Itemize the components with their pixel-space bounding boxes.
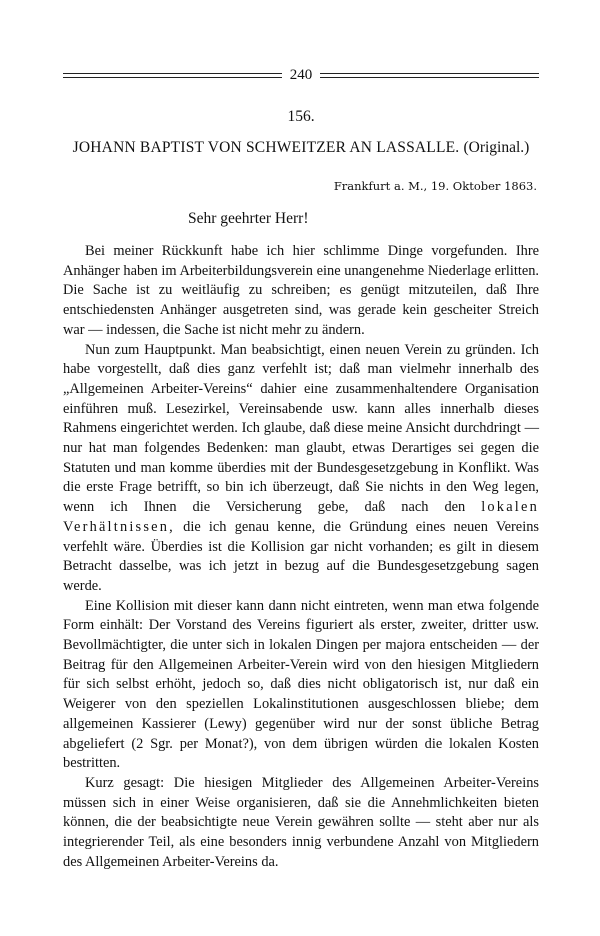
header-rule-left bbox=[63, 73, 282, 78]
document-page bbox=[63, 62, 539, 873]
dateline: Frankfurt a. M., 19. Oktober 1863. bbox=[333, 179, 537, 193]
letter-body bbox=[63, 242, 539, 873]
header-rule-right bbox=[320, 73, 539, 78]
page-header bbox=[63, 62, 539, 88]
paragraph-1: Bei meiner Rückkunft habe ich hier schlimme Dinge vorgefunden. Ihre Anhänger haben im Arbeiterbildungsverein eine unangenehme Niederlage erlitten. Die Sache ist zu weitläufig zu schreiben; es genügt mitzuteilen, daß Ihre entschiedensten Anhänger ausgetreten sind, was gerade kein gescheiter Streich war — indessen, die Sache ist nicht mehr zu ändern. bbox=[63, 243, 539, 338]
paragraph-2-part-a: Nun zum Hauptpunkt. Man beabsichtigt, einen neuen Verein zu gründen. Ich habe vorgestellt, daß dies ganz verfehlt ist; daß man vielmehr innerhalb des „Allgemeinen Arbeiter-Vereins“ dahier eine zusammenhaltendere Organisation einführen muß. Lesezirkel, Vereinsabende usw. kann alles innerhalb dieses Rahmens eingerichtet werden. Ich glaube, daß diese meine Ansicht durchdringt — nur hat man folgendes Bedenken: man glaubt, etwas Derartiges sei gegen die Statuten und man komme überdies mit der Bundesgesetzgebung in Konflikt. Was die erste Frage betrifft, so bin ich überzeugt, daß Sie nichts in den Weg legen, wenn ich Ihnen die Versicherung gebe, daß nach den bbox=[63, 341, 539, 516]
letter-title-note: (Original.) bbox=[463, 139, 530, 156]
paragraph-2-part-b: die ich genau kenne, die Gründung eines neuen Vereins verfehlt wäre. Überdies ist die Kollision gar nicht vorhanden; es gilt in diesem Betracht dasselbe, was ich jetzt in bezug auf die Bundesgesetzgebung sagen werde. bbox=[63, 518, 539, 594]
salutation: Sehr geehrter Herr! bbox=[188, 210, 309, 227]
paragraph-3: Eine Kollision mit dieser kann dann nicht eintreten, wenn man etwa folgende Form einhält: Der Vorstand des Vereins figuriert als erster, zweiter, dritter usw. Bevollmächtigter, die unter sich in lokalen Dingen per majora entscheiden — der Beitrag für den Allgemeinen Arbeiter-Verein wird von den hiesigen Mitgliedern für sich selbst erhöht, jedoch so, daß dies nicht obligatorisch ist, nur daß ein Weigerer von den speziellen Lokalinstitutionen ausgeschlossen bliebe; dem allgemeinen Kassierer (Lewy) gegenüber wird nur der sonst übliche Betrag abgeliefert (2 Sgr. per Monat?), von dem übrigen würden die lokalen Kosten bestritten. bbox=[63, 597, 539, 772]
letter-title bbox=[61, 138, 541, 158]
letter-title-text: JOHANN BAPTIST VON SCHWEITZER AN LASSALLE. bbox=[72, 139, 460, 156]
letter-number: 156. bbox=[287, 108, 315, 125]
page-number: 240 bbox=[289, 66, 313, 83]
paragraph-4: Kurz gesagt: Die hiesigen Mitglieder des Allgemeinen Arbeiter-Vereins müssen sich in einer Weise organisieren, daß sie die Annehmlichkeiten bieten können, die der beabsichtigte neue Verein gewähren sollte — steht aber nur als integrierender Teil, als eine besonders innig verbundene Anzahl von Mitgliedern des Allgemeinen Arbeiter-Vereins da. bbox=[63, 774, 539, 870]
paragraph-2-emphasis: lokalen Verhältnissen, bbox=[63, 499, 539, 535]
paragraph-2 bbox=[63, 341, 539, 597]
